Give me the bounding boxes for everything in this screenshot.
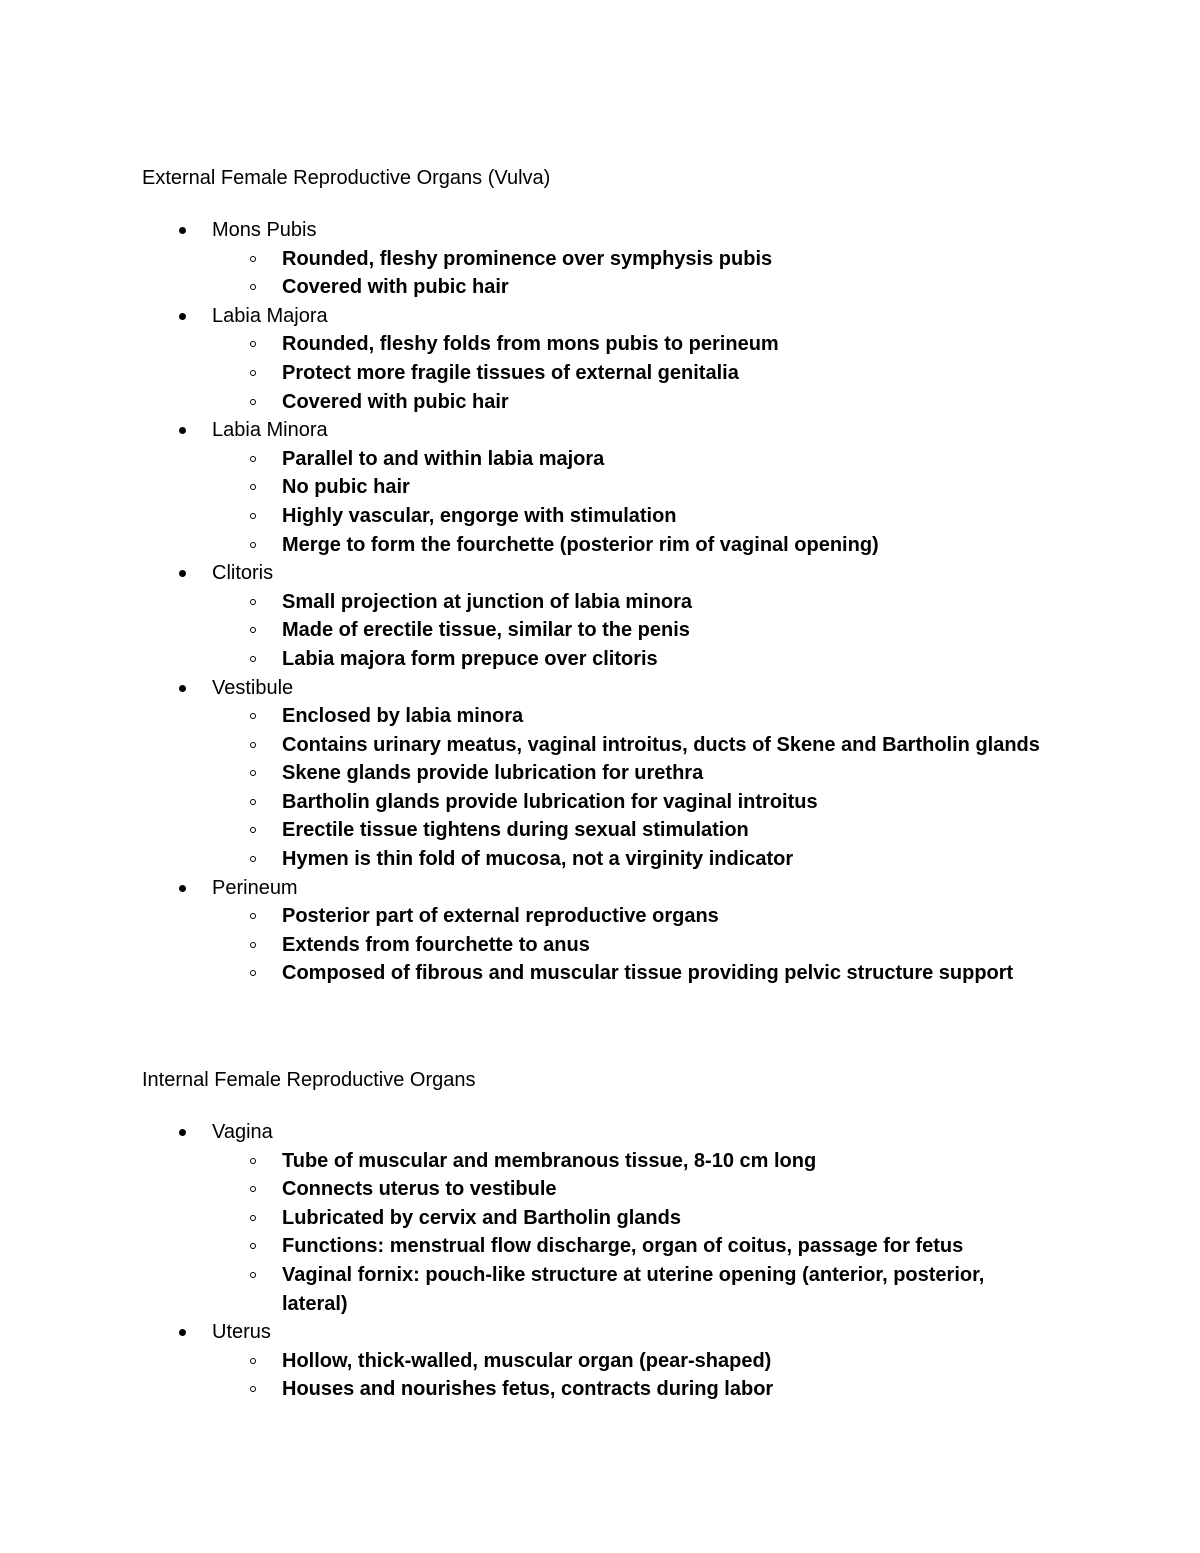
hollow-bullet-icon [250,399,256,405]
point-item [212,1175,1072,1204]
hollow-bullet-icon [250,256,256,262]
point-text: Protect more fragile tissues of external genitalia [282,361,739,384]
point-item [212,816,1072,845]
section-heading: Internal Female Reproductive Organs [142,1069,476,1091]
point-item [212,245,1072,274]
point-text: Made of erectile tissue, similar to the penis [282,619,690,642]
point-text: Highly vascular, engorge with stimulation [282,504,677,527]
topic-label: Mons Pubis [212,219,317,241]
bullet-icon [179,685,186,692]
point-item [212,702,1072,731]
point-text: Skene glands provide lubrication for urethra [282,762,704,785]
bullet-icon [179,1129,186,1136]
hollow-bullet-icon [250,1186,256,1192]
point-text: Connects uterus to vestibule [282,1178,557,1201]
point-text: Rounded, fleshy folds from mons pubis to perineum [282,333,779,356]
point-item [212,931,1072,960]
topic-item [142,1118,1072,1318]
hollow-bullet-icon [250,827,256,833]
point-text: Vaginal fornix: pouch-like structure at uterine opening (anterior, posterior, lateral) [282,1263,985,1315]
section-external [142,164,1072,988]
hollow-bullet-icon [250,713,256,719]
point-text: Covered with pubic hair [282,276,509,299]
point-text: No pubic hair [282,476,410,499]
hollow-bullet-icon [250,484,256,490]
point-item [212,902,1072,931]
point-item [212,616,1072,645]
point-item [212,788,1072,817]
point-text: Contains urinary meatus, vaginal introitus, ducts of Skene and Bartholin glands [282,733,1040,756]
bullet-icon [179,427,186,434]
point-list [212,588,1072,674]
point-text: Composed of fibrous and muscular tissue providing pelvic structure support [282,962,1014,985]
topic-item [142,674,1072,874]
topic-list [142,1118,1072,1404]
topic-item [142,559,1072,673]
section-internal [142,1066,1072,1404]
point-text: Parallel to and within labia majora [282,447,605,470]
point-list [212,445,1072,559]
point-item [212,731,1072,760]
point-text: Bartholin glands provide lubrication for vaginal introitus [282,790,818,813]
topic-item [142,1318,1072,1404]
hollow-bullet-icon [250,627,256,633]
point-list [212,1147,1072,1319]
point-text: Posterior part of external reproductive organs [282,905,719,928]
point-item [212,1347,1072,1376]
point-item [212,1375,1072,1404]
hollow-bullet-icon [250,656,256,662]
hollow-bullet-icon [250,599,256,605]
hollow-bullet-icon [250,284,256,290]
topic-item [142,874,1072,988]
point-item [212,588,1072,617]
hollow-bullet-icon [250,370,256,376]
point-text: Extends from fourchette to anus [282,933,590,956]
point-text: Rounded, fleshy prominence over symphysis pubis [282,247,773,270]
point-text: Merge to form the fourchette (posterior rim of vaginal opening) [282,533,879,556]
bullet-icon [179,227,186,234]
point-item [212,759,1072,788]
point-list [212,330,1072,416]
point-item [212,531,1072,560]
point-text: Small projection at junction of labia minora [282,590,693,613]
point-item [212,959,1072,988]
topic-label: Labia Minora [212,419,328,442]
point-item [212,645,1072,674]
section-heading: External Female Reproductive Organs (Vulva) [142,167,551,189]
hollow-bullet-icon [250,341,256,347]
point-item [212,445,1072,474]
point-list [212,1347,1072,1404]
point-text: Functions: menstrual flow discharge, organ of coitus, passage for fetus [282,1235,964,1258]
point-item [212,1261,1072,1318]
point-text: Enclosed by labia minora [282,705,524,728]
topic-list [142,216,1072,988]
point-list [212,245,1072,302]
point-item [212,845,1072,874]
point-item [212,330,1072,359]
hollow-bullet-icon [250,970,256,976]
hollow-bullet-icon [250,1243,256,1249]
bullet-icon [179,885,186,892]
point-text: Labia majora form prepuce over clitoris [282,647,658,670]
point-text: Houses and nourishes fetus, contracts during labor [282,1378,774,1401]
point-item [212,1147,1072,1176]
bullet-icon [179,1329,186,1336]
point-text: Lubricated by cervix and Bartholin glands [282,1206,681,1229]
point-item [212,502,1072,531]
hollow-bullet-icon [250,513,256,519]
hollow-bullet-icon [250,856,256,862]
topic-item [142,216,1072,302]
topic-label: Vestibule [212,676,294,699]
hollow-bullet-icon [250,1386,256,1392]
point-item [212,388,1072,417]
bullet-icon [179,570,186,577]
topic-label: Perineum [212,876,298,899]
point-text: Hollow, thick-walled, muscular organ (pear-shaped) [282,1349,772,1372]
point-item [212,473,1072,502]
point-text: Tube of muscular and membranous tissue, 8-10 cm long [282,1149,817,1172]
topic-label: Clitoris [212,562,274,585]
point-text: Erectile tissue tightens during sexual stimulation [282,819,749,842]
point-text: Hymen is thin fold of mucosa, not a virginity indicator [282,848,794,871]
bullet-icon [179,313,186,320]
topic-label: Labia Majora [212,304,328,327]
hollow-bullet-icon [250,742,256,748]
point-item [212,1232,1072,1261]
topic-item [142,302,1072,416]
topic-item [142,416,1072,559]
point-list [212,902,1072,988]
hollow-bullet-icon [250,456,256,462]
hollow-bullet-icon [250,913,256,919]
hollow-bullet-icon [250,1358,256,1364]
hollow-bullet-icon [250,799,256,805]
point-item [212,1204,1072,1233]
hollow-bullet-icon [250,1272,256,1278]
topic-label: Uterus [212,1321,271,1344]
hollow-bullet-icon [250,1158,256,1164]
hollow-bullet-icon [250,942,256,948]
hollow-bullet-icon [250,542,256,548]
hollow-bullet-icon [250,1215,256,1221]
hollow-bullet-icon [250,770,256,776]
point-item [212,359,1072,388]
point-list [212,702,1072,874]
topic-label: Vagina [212,1121,273,1143]
point-text: Covered with pubic hair [282,390,509,413]
point-item [212,273,1072,302]
